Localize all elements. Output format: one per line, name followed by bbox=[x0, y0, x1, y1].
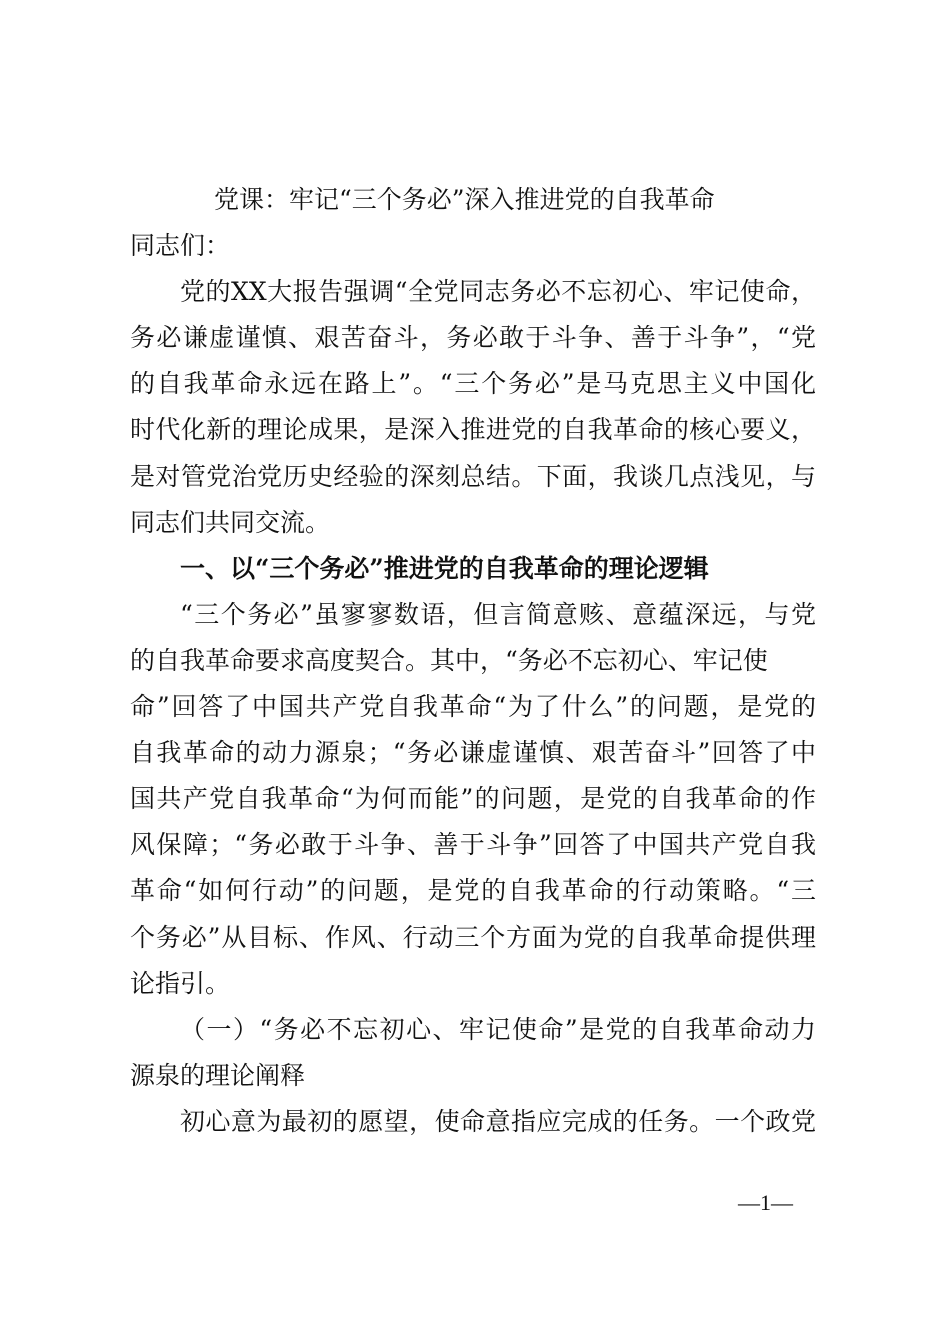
text-line: 务必谦虚谨慎、艰苦奋斗，务必敢于斗争、善于斗争”，“党 bbox=[130, 323, 816, 353]
text-line: （一）“务必不忘初心、牢记使命”是党的自我革命动力 bbox=[180, 1014, 816, 1044]
text-line: 个务必”从目标、作风、行动三个方面为党的自我革命提供理 bbox=[130, 922, 816, 952]
text-line: 源泉的理论阐释 bbox=[130, 1060, 306, 1090]
text-line: 同志们： bbox=[130, 231, 231, 261]
text-line: 风保障；“务必敢于斗争、善于斗争”回答了中国共产党自我 bbox=[130, 830, 816, 860]
text-line: 革命“如何行动”的问题，是党的自我革命的行动策略。“三 bbox=[130, 876, 816, 906]
text-line: 时代化新的理论成果，是深入推进党的自我革命的核心要义， bbox=[130, 415, 816, 445]
text-line: 国共产党自我革命“为何而能”的问题，是党的自我革命的作 bbox=[130, 784, 816, 814]
text-line: 论指引。 bbox=[130, 968, 231, 998]
page-number: —1— bbox=[738, 1190, 793, 1215]
text-line: 自我革命的动力源泉；“务必谦虚谨慎、艰苦奋斗”回答了中 bbox=[130, 738, 816, 768]
document-body bbox=[130, 177, 816, 1145]
text-line: 是对管党治党历史经验的深刻总结。下面，我谈几点浅见，与 bbox=[130, 461, 816, 491]
section-heading-line: 一、以“三个务必”推进党的自我革命的理论逻辑 bbox=[180, 553, 709, 583]
text-line: 党的XX大报告强调“全党同志务必不忘初心、牢记使命， bbox=[180, 277, 816, 307]
text-line: “三个务必”虽寥寥数语，但言简意赅、意蕴深远，与党 bbox=[180, 599, 816, 629]
text-line: 的自我革命要求高度契合。其中，“务必不忘初心、牢记使 bbox=[130, 645, 768, 675]
text-line: 的自我革命永远在路上”。“三个务必”是马克思主义中国化 bbox=[130, 369, 816, 399]
document-title: 党课：牢记“三个务必”深入推进党的自我革命 bbox=[214, 185, 715, 214]
text-line: 同志们共同交流。 bbox=[130, 507, 331, 537]
text-line: 命”回答了中国共产党自我革命“为了什么”的问题，是党的 bbox=[130, 692, 816, 722]
text-line: 初心意为最初的愿望，使命意指应完成的任务。一个政党 bbox=[180, 1106, 816, 1136]
